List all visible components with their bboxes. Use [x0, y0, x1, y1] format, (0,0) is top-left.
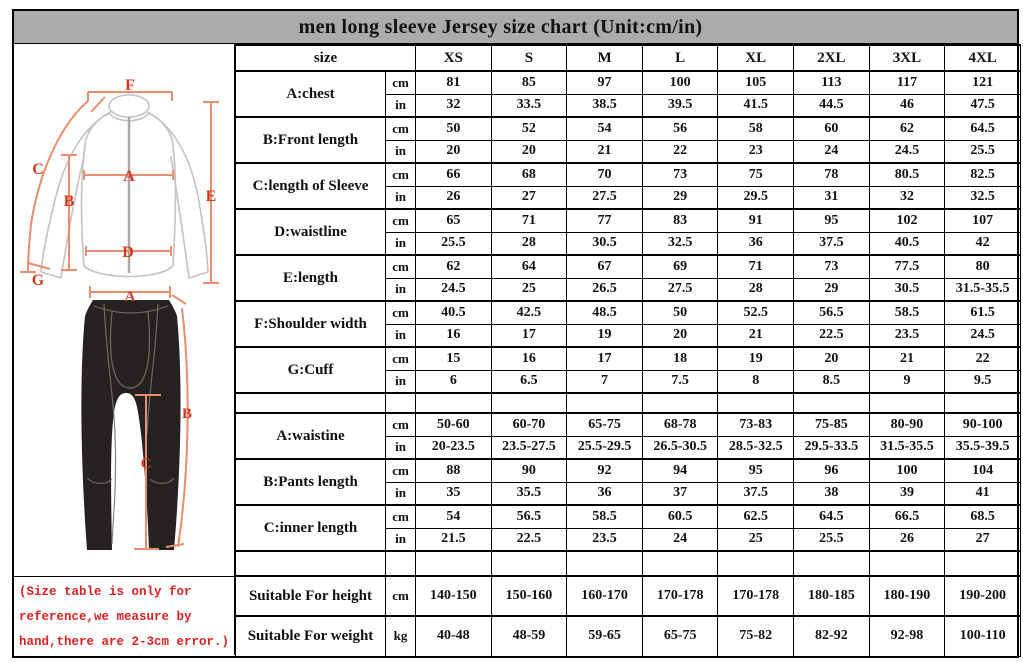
value-cell: 36: [567, 482, 643, 505]
value-cell: 8: [718, 370, 794, 393]
jersey-measure-lines: [20, 92, 219, 283]
unit-cell: cm: [386, 413, 416, 436]
value-cell: 25.5: [416, 232, 492, 255]
value-cell: 40-48: [416, 616, 492, 656]
value-cell: 54: [416, 505, 492, 528]
size-col-header-4XL: 4XL: [945, 45, 1021, 71]
value-cell: 190-200: [945, 576, 1021, 616]
fit-row: [236, 616, 1021, 656]
value-cell: 26: [416, 186, 492, 209]
value-cell: 42.5: [491, 301, 567, 324]
value-cell: 90-100: [945, 413, 1021, 436]
size-col-header-M: M: [567, 45, 643, 71]
unit-cell: cm: [386, 209, 416, 232]
spacer-cell: [416, 393, 492, 413]
value-cell: 180-190: [869, 576, 945, 616]
value-cell: 71: [491, 209, 567, 232]
value-cell: 80.5: [869, 163, 945, 186]
value-cell: 22: [642, 140, 718, 163]
value-cell: 41: [945, 482, 1021, 505]
value-cell: 80-90: [869, 413, 945, 436]
value-cell: 38.5: [567, 94, 643, 117]
spacer-cell: [491, 393, 567, 413]
unit-cell: cm: [386, 71, 416, 94]
value-cell: 20-23.5: [416, 436, 492, 459]
size-table-panel: [235, 44, 1021, 655]
value-cell: 56.5: [491, 505, 567, 528]
value-cell: 16: [416, 324, 492, 347]
unit-cell: cm: [386, 301, 416, 324]
row-label: Suitable For height: [236, 576, 386, 616]
size-col-header-XS: XS: [416, 45, 492, 71]
unit-cell: cm: [386, 163, 416, 186]
unit-cell: in: [386, 94, 416, 117]
value-cell: 22: [945, 347, 1021, 370]
value-cell: 24: [642, 528, 718, 551]
value-cell: 67: [567, 255, 643, 278]
value-cell: 17: [567, 347, 643, 370]
value-cell: 60: [794, 117, 870, 140]
jersey-label-F: F: [125, 77, 135, 94]
value-cell: 29.5: [718, 186, 794, 209]
value-cell: 35.5: [491, 482, 567, 505]
unit-cell: in: [386, 528, 416, 551]
value-cell: 150-160: [491, 576, 567, 616]
value-cell: 81: [416, 71, 492, 94]
value-cell: 64: [491, 255, 567, 278]
value-cell: 73: [642, 163, 718, 186]
value-cell: 23: [718, 140, 794, 163]
value-cell: 160-170: [567, 576, 643, 616]
spacer-cell: [718, 551, 794, 576]
value-cell: 20: [794, 347, 870, 370]
measure-row: [236, 71, 1021, 94]
unit-cell: kg: [386, 616, 416, 656]
value-cell: 62: [416, 255, 492, 278]
value-cell: 16: [491, 347, 567, 370]
row-label: C:inner length: [236, 505, 386, 551]
value-cell: 7: [567, 370, 643, 393]
unit-cell: in: [386, 324, 416, 347]
value-cell: 100: [642, 71, 718, 94]
value-cell: 77.5: [869, 255, 945, 278]
value-cell: 69: [642, 255, 718, 278]
unit-cell: cm: [386, 459, 416, 482]
value-cell: 22.5: [794, 324, 870, 347]
value-cell: 68.5: [945, 505, 1021, 528]
value-cell: 17: [491, 324, 567, 347]
value-cell: 6.5: [491, 370, 567, 393]
value-cell: 28.5-32.5: [718, 436, 794, 459]
value-cell: 15: [416, 347, 492, 370]
value-cell: 23.5: [869, 324, 945, 347]
value-cell: 9: [869, 370, 945, 393]
value-cell: 37.5: [794, 232, 870, 255]
value-cell: 8.5: [794, 370, 870, 393]
value-cell: 65-75: [567, 413, 643, 436]
spacer-row: [236, 551, 1021, 576]
value-cell: 25: [718, 528, 794, 551]
unit-cell: in: [386, 278, 416, 301]
value-cell: 48.5: [567, 301, 643, 324]
value-cell: 52: [491, 117, 567, 140]
row-label: A:waistine: [236, 413, 386, 459]
value-cell: 24.5: [945, 324, 1021, 347]
size-table: [235, 44, 1021, 657]
row-label: B:Pants length: [236, 459, 386, 505]
value-cell: 58.5: [567, 505, 643, 528]
row-label: F:Shoulder width: [236, 301, 386, 347]
disclaimer-note: [14, 576, 234, 655]
value-cell: 65-75: [642, 616, 718, 656]
value-cell: 56: [642, 117, 718, 140]
value-cell: 32.5: [945, 186, 1021, 209]
value-cell: 26.5-30.5: [642, 436, 718, 459]
value-cell: 18: [642, 347, 718, 370]
value-cell: 23.5: [567, 528, 643, 551]
value-cell: 83: [642, 209, 718, 232]
spacer-cell: [869, 551, 945, 576]
value-cell: 37: [642, 482, 718, 505]
size-col-header-XL: XL: [718, 45, 794, 71]
row-label: A:chest: [236, 71, 386, 117]
value-cell: 9.5: [945, 370, 1021, 393]
size-header-cell: size: [236, 45, 416, 71]
spacer-cell: [386, 551, 416, 576]
spacer-cell: [945, 551, 1021, 576]
value-cell: 170-178: [642, 576, 718, 616]
value-cell: 30.5: [567, 232, 643, 255]
jersey-label-A: A: [123, 168, 135, 185]
measure-row: [236, 255, 1021, 278]
value-cell: 20: [491, 140, 567, 163]
value-cell: 140-150: [416, 576, 492, 616]
unit-cell: in: [386, 186, 416, 209]
size-col-header-3XL: 3XL: [869, 45, 945, 71]
spacer-cell: [491, 551, 567, 576]
measure-row: [236, 413, 1021, 436]
value-cell: 170-178: [718, 576, 794, 616]
value-cell: 82-92: [794, 616, 870, 656]
value-cell: 117: [869, 71, 945, 94]
unit-cell: in: [386, 232, 416, 255]
value-cell: 105: [718, 71, 794, 94]
value-cell: 92: [567, 459, 643, 482]
diagram-wrap: [14, 44, 234, 576]
value-cell: 50-60: [416, 413, 492, 436]
unit-cell: cm: [386, 505, 416, 528]
value-cell: 107: [945, 209, 1021, 232]
value-cell: 25.5: [945, 140, 1021, 163]
value-cell: 25.5: [794, 528, 870, 551]
row-label: C:length of Sleeve: [236, 163, 386, 209]
value-cell: 27: [491, 186, 567, 209]
value-cell: 71: [718, 255, 794, 278]
value-cell: 27.5: [642, 278, 718, 301]
value-cell: 75-82: [718, 616, 794, 656]
value-cell: 26: [869, 528, 945, 551]
value-cell: 42: [945, 232, 1021, 255]
value-cell: 91: [718, 209, 794, 232]
value-cell: 80: [945, 255, 1021, 278]
size-table-body: [236, 45, 1021, 656]
pants-silhouette: [81, 300, 180, 550]
spacer-cell: [386, 393, 416, 413]
value-cell: 46: [869, 94, 945, 117]
measure-row: [236, 117, 1021, 140]
value-cell: 19: [718, 347, 794, 370]
row-label: D:waistline: [236, 209, 386, 255]
unit-cell: in: [386, 370, 416, 393]
jersey-label-G: G: [31, 272, 45, 289]
value-cell: 97: [567, 71, 643, 94]
value-cell: 70: [567, 163, 643, 186]
value-cell: 66.5: [869, 505, 945, 528]
value-cell: 35: [416, 482, 492, 505]
pants-label-B: B: [181, 406, 193, 422]
value-cell: 24: [794, 140, 870, 163]
value-cell: 35.5-39.5: [945, 436, 1021, 459]
value-cell: 73-83: [718, 413, 794, 436]
jersey-pants-diagram: [14, 44, 234, 576]
value-cell: 32: [416, 94, 492, 117]
value-cell: 100: [869, 459, 945, 482]
value-cell: 100-110: [945, 616, 1021, 656]
spacer-cell: [416, 551, 492, 576]
value-cell: 33.5: [491, 94, 567, 117]
value-cell: 6: [416, 370, 492, 393]
value-cell: 90: [491, 459, 567, 482]
value-cell: 31.5-35.5: [869, 436, 945, 459]
value-cell: 22.5: [491, 528, 567, 551]
value-cell: 54: [567, 117, 643, 140]
value-cell: 75-85: [794, 413, 870, 436]
value-cell: 92-98: [869, 616, 945, 656]
value-cell: 48-59: [491, 616, 567, 656]
value-cell: 20: [416, 140, 492, 163]
measure-row: [236, 459, 1021, 482]
spacer-cell: [236, 393, 386, 413]
jersey-label-B: B: [63, 193, 75, 210]
value-cell: 102: [869, 209, 945, 232]
value-cell: 50: [642, 301, 718, 324]
value-cell: 44.5: [794, 94, 870, 117]
value-cell: 88: [416, 459, 492, 482]
unit-cell: in: [386, 482, 416, 505]
fit-row: [236, 576, 1021, 616]
spacer-row: [236, 393, 1021, 413]
size-col-header-L: L: [642, 45, 718, 71]
measure-row: [236, 301, 1021, 324]
value-cell: 29.5-33.5: [794, 436, 870, 459]
note-line-3: hand,there are 2-3cm error.): [19, 635, 230, 649]
value-cell: 58.5: [869, 301, 945, 324]
value-cell: 39: [869, 482, 945, 505]
spacer-cell: [236, 551, 386, 576]
value-cell: 82.5: [945, 163, 1021, 186]
measure-row: [236, 163, 1021, 186]
value-cell: 36: [718, 232, 794, 255]
value-cell: 68: [491, 163, 567, 186]
row-label: B:Front length: [236, 117, 386, 163]
value-cell: 28: [491, 232, 567, 255]
spacer-cell: [567, 551, 643, 576]
unit-cell: cm: [386, 255, 416, 278]
value-cell: 37.5: [718, 482, 794, 505]
unit-cell: in: [386, 436, 416, 459]
value-cell: 23.5-27.5: [491, 436, 567, 459]
value-cell: 50: [416, 117, 492, 140]
value-cell: 40.5: [869, 232, 945, 255]
value-cell: 59-65: [567, 616, 643, 656]
value-cell: 25: [491, 278, 567, 301]
jersey-label-E: E: [205, 188, 217, 205]
value-cell: 20: [642, 324, 718, 347]
size-col-header-S: S: [491, 45, 567, 71]
value-cell: 40.5: [416, 301, 492, 324]
value-cell: 77: [567, 209, 643, 232]
pants-label-C: C: [140, 456, 152, 472]
chart-title: men long sleeve Jersey size chart (Unit:cm/in): [14, 11, 1017, 44]
value-cell: 27: [945, 528, 1021, 551]
value-cell: 38: [794, 482, 870, 505]
value-cell: 180-185: [794, 576, 870, 616]
value-cell: 95: [794, 209, 870, 232]
value-cell: 121: [945, 71, 1021, 94]
value-cell: 41.5: [718, 94, 794, 117]
value-cell: 64.5: [794, 505, 870, 528]
spacer-cell: [869, 393, 945, 413]
value-cell: 62.5: [718, 505, 794, 528]
value-cell: 31.5-35.5: [945, 278, 1021, 301]
value-cell: 25.5-29.5: [567, 436, 643, 459]
value-cell: 39.5: [642, 94, 718, 117]
value-cell: 24.5: [416, 278, 492, 301]
value-cell: 94: [642, 459, 718, 482]
jersey-label-D: D: [122, 244, 134, 261]
value-cell: 21: [567, 140, 643, 163]
value-cell: 30.5: [869, 278, 945, 301]
value-cell: 26.5: [567, 278, 643, 301]
unit-cell: in: [386, 140, 416, 163]
value-cell: 85: [491, 71, 567, 94]
value-cell: 73: [794, 255, 870, 278]
size-chart-frame: [12, 9, 1019, 658]
unit-cell: cm: [386, 576, 416, 616]
value-cell: 27.5: [567, 186, 643, 209]
spacer-cell: [642, 551, 718, 576]
value-cell: 104: [945, 459, 1021, 482]
value-cell: 21: [718, 324, 794, 347]
value-cell: 7.5: [642, 370, 718, 393]
value-cell: 68-78: [642, 413, 718, 436]
value-cell: 56.5: [794, 301, 870, 324]
note-line-2: reference,we measure by: [19, 610, 192, 624]
value-cell: 78: [794, 163, 870, 186]
value-cell: 29: [642, 186, 718, 209]
value-cell: 64.5: [945, 117, 1021, 140]
size-header-row: [236, 45, 1021, 71]
measure-row: [236, 505, 1021, 528]
spacer-cell: [794, 551, 870, 576]
unit-cell: cm: [386, 117, 416, 140]
value-cell: 61.5: [945, 301, 1021, 324]
value-cell: 29: [794, 278, 870, 301]
jersey-label-C: C: [32, 161, 44, 178]
measure-row: [236, 209, 1021, 232]
note-line-1: (Size table is only for: [19, 585, 192, 599]
value-cell: 52.5: [718, 301, 794, 324]
measurement-diagram-panel: [14, 44, 235, 655]
row-label: Suitable For weight: [236, 616, 386, 656]
value-cell: 32: [869, 186, 945, 209]
value-cell: 19: [567, 324, 643, 347]
value-cell: 96: [794, 459, 870, 482]
value-cell: 60.5: [642, 505, 718, 528]
unit-cell: cm: [386, 347, 416, 370]
spacer-cell: [642, 393, 718, 413]
value-cell: 62: [869, 117, 945, 140]
size-col-header-2XL: 2XL: [794, 45, 870, 71]
measure-row: [236, 347, 1021, 370]
row-label: E:length: [236, 255, 386, 301]
value-cell: 24.5: [869, 140, 945, 163]
value-cell: 60-70: [491, 413, 567, 436]
value-cell: 21: [869, 347, 945, 370]
spacer-cell: [794, 393, 870, 413]
value-cell: 113: [794, 71, 870, 94]
chart-body: [14, 44, 1017, 655]
value-cell: 28: [718, 278, 794, 301]
value-cell: 21.5: [416, 528, 492, 551]
value-cell: 31: [794, 186, 870, 209]
value-cell: 32.5: [642, 232, 718, 255]
value-cell: 47.5: [945, 94, 1021, 117]
value-cell: 58: [718, 117, 794, 140]
value-cell: 65: [416, 209, 492, 232]
value-cell: 75: [718, 163, 794, 186]
pants-label-A: A: [124, 289, 136, 305]
value-cell: 66: [416, 163, 492, 186]
spacer-cell: [945, 393, 1021, 413]
spacer-cell: [718, 393, 794, 413]
value-cell: 95: [718, 459, 794, 482]
row-label: G:Cuff: [236, 347, 386, 393]
spacer-cell: [567, 393, 643, 413]
